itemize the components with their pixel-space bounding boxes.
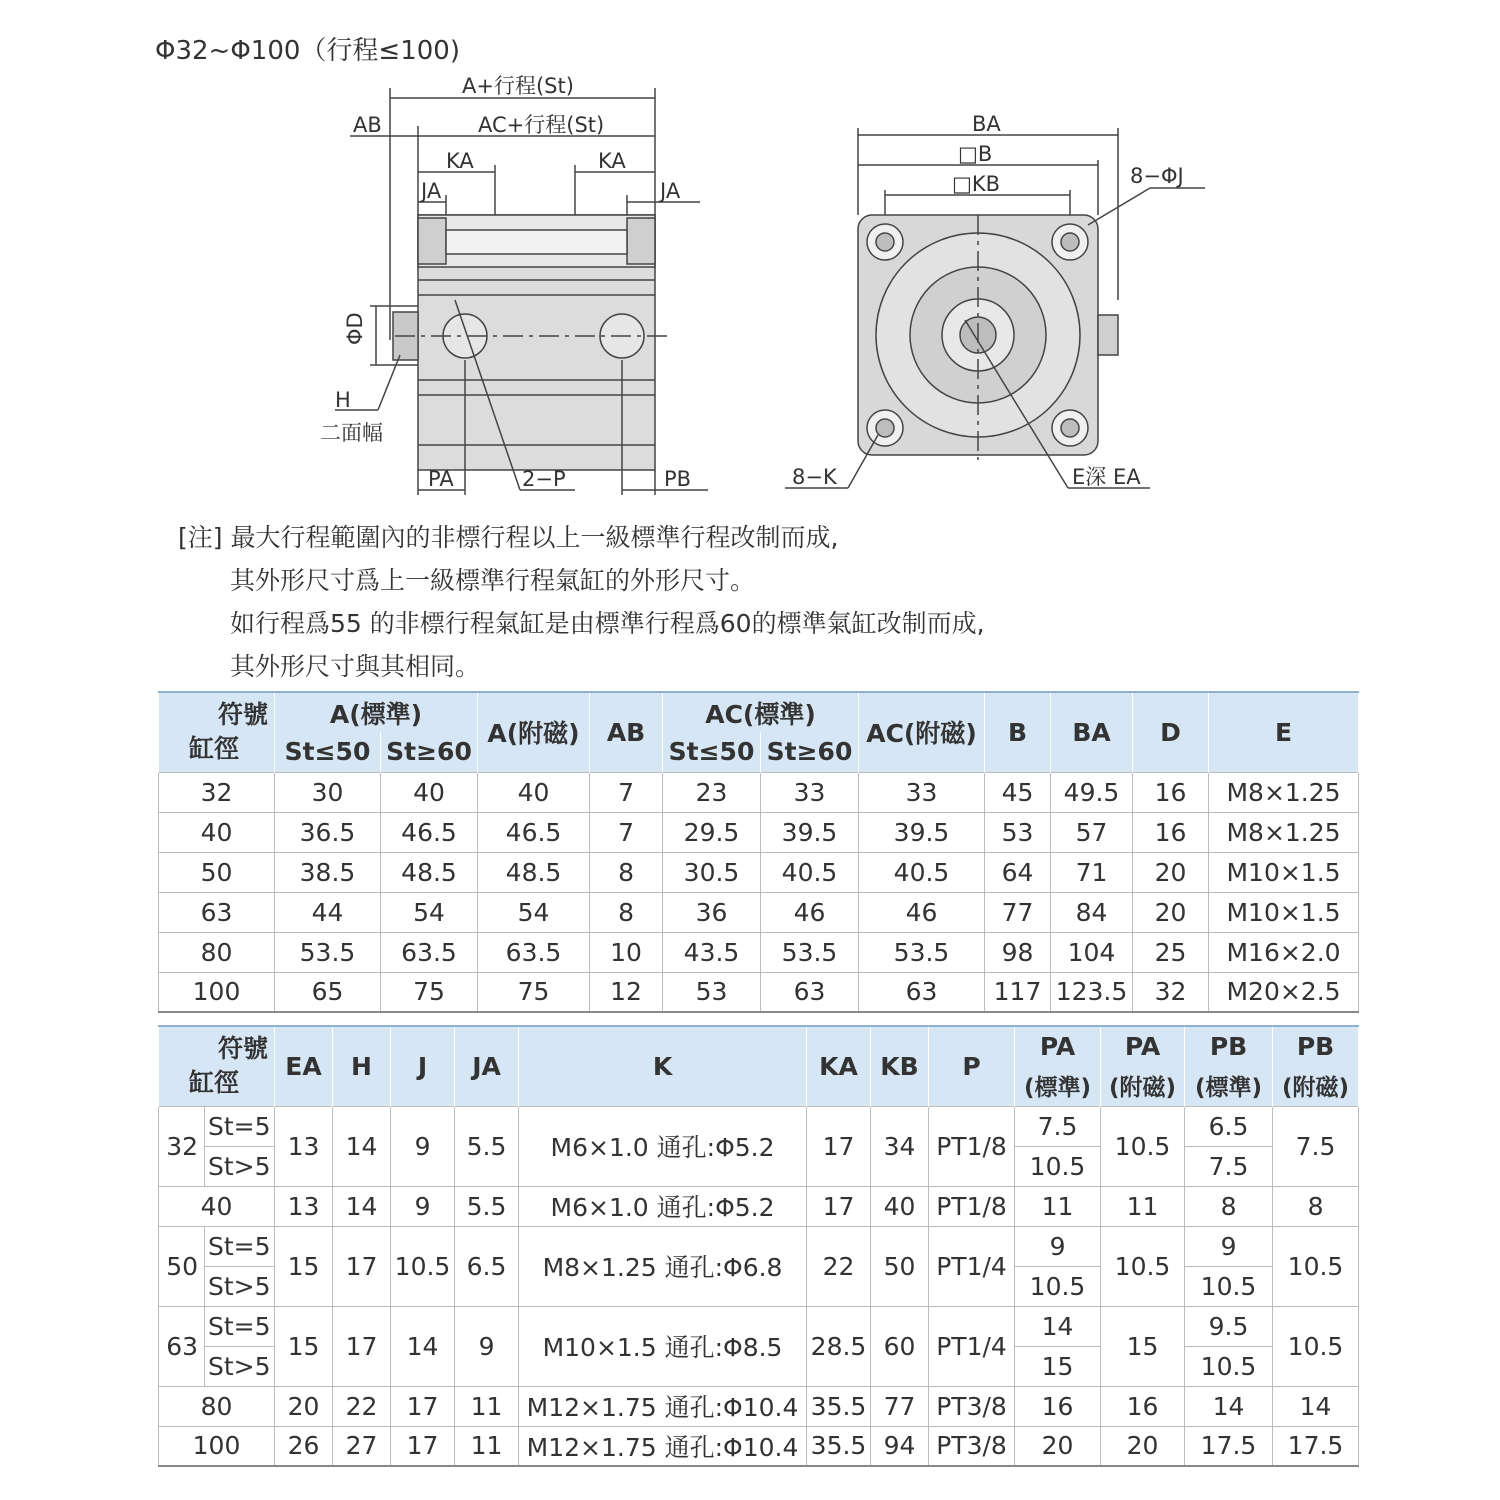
corner-header (159, 692, 275, 772)
cell: 46.5 (381, 812, 478, 852)
cell: 71 (1051, 852, 1133, 892)
header-ba: BA (1051, 692, 1133, 772)
cell: PT1/4 (929, 1226, 1015, 1306)
cell: M8×1.25 通孔:Φ6.8 (519, 1226, 807, 1306)
cell: 64 (985, 852, 1051, 892)
cell: 9 (1185, 1226, 1273, 1266)
bore-cell: 80 (159, 932, 275, 972)
drawing-title: Φ32~Φ100（行程≤100) (155, 36, 460, 66)
cell: 84 (1051, 892, 1133, 932)
cell: 11 (455, 1426, 519, 1466)
header-kb: KB (871, 1026, 929, 1106)
label-e-depth: E深 EA (1072, 465, 1141, 489)
cell: 54 (478, 892, 590, 932)
table-row (159, 1386, 1359, 1426)
bore-cell: 50 (159, 1226, 205, 1306)
cell: 63 (761, 972, 859, 1012)
cell: 7.5 (1185, 1146, 1273, 1186)
cell: 36 (663, 892, 761, 932)
stroke-label: St>5 (205, 1146, 275, 1186)
cell: 20 (1015, 1426, 1101, 1466)
cell: 40.5 (859, 852, 985, 892)
header-pb-mag: PB (1273, 1026, 1359, 1066)
label-two-face: 二面幅 (320, 421, 383, 445)
cell: 23 (663, 772, 761, 812)
cell: 28.5 (807, 1306, 871, 1386)
cell: 35.5 (807, 1426, 871, 1466)
cell: 10 (590, 932, 663, 972)
corner-bore-2: 缸徑 (189, 1068, 240, 1098)
stroke-label: St>5 (205, 1346, 275, 1386)
cell: 20 (1133, 852, 1209, 892)
cell: 13 (275, 1186, 333, 1226)
corner-symbol: 符號 (217, 700, 268, 730)
cell: 63.5 (478, 932, 590, 972)
label-pa: PA (428, 467, 454, 491)
cell: M12×1.75 通孔:Φ10.4 (519, 1426, 807, 1466)
header-pa-std: PA (1015, 1026, 1101, 1066)
cell: M6×1.0 通孔:Φ5.2 (519, 1106, 807, 1186)
cell: 77 (871, 1386, 929, 1426)
cell: 9.5 (1185, 1306, 1273, 1346)
cell: 48.5 (478, 852, 590, 892)
cell: 10.5 (1101, 1226, 1185, 1306)
cell: 14 (333, 1106, 391, 1186)
label-ba: BA (972, 112, 1001, 136)
table-row (159, 1226, 1359, 1266)
label-8-phi-j: 8−ΦJ (1130, 164, 1184, 188)
cell: 8 (1185, 1186, 1273, 1226)
cell: 53.5 (761, 932, 859, 972)
cell: 63 (859, 972, 985, 1012)
cell: 17.5 (1185, 1426, 1273, 1466)
stroke-label: St=5 (205, 1306, 275, 1346)
cell: 14 (1015, 1306, 1101, 1346)
cell: 17 (807, 1106, 871, 1186)
cell: 7.5 (1015, 1106, 1101, 1146)
cell: 9 (391, 1106, 455, 1186)
cell: 22 (807, 1226, 871, 1306)
notes-block (178, 516, 985, 688)
cell: 75 (478, 972, 590, 1012)
cell: 16 (1133, 812, 1209, 852)
cell: M16×2.0 (1209, 932, 1359, 972)
header-p: P (929, 1026, 1015, 1106)
cell: 6.5 (1185, 1106, 1273, 1146)
cell: M20×2.5 (1209, 972, 1359, 1012)
header-pb-std-sub: (標準) (1185, 1066, 1273, 1106)
label-phi-d: ΦD (343, 312, 367, 345)
cell: 6.5 (455, 1226, 519, 1306)
cell: 10.5 (1015, 1266, 1101, 1306)
header-ja: JA (455, 1026, 519, 1106)
label-a-stroke: A+行程(St) (462, 74, 574, 98)
cell: 54 (381, 892, 478, 932)
cell: 17 (333, 1306, 391, 1386)
header-h: H (333, 1026, 391, 1106)
table-row (159, 932, 1359, 972)
cell: 33 (761, 772, 859, 812)
cell: 5.5 (455, 1106, 519, 1186)
label-kb: □KB (952, 172, 1001, 196)
cell: 10.5 (1015, 1146, 1101, 1186)
cell: 98 (985, 932, 1051, 972)
bore-cell: 40 (159, 1186, 275, 1226)
stroke-label: St>5 (205, 1266, 275, 1306)
bore-cell: 100 (159, 972, 275, 1012)
cell: 38.5 (275, 852, 381, 892)
cell: 20 (275, 1386, 333, 1426)
label-two-p: 2−P (522, 467, 566, 491)
label-ja-left: JA (421, 179, 442, 203)
cell: 32 (1133, 972, 1209, 1012)
cell: 53.5 (859, 932, 985, 972)
label-b: □B (958, 142, 993, 166)
cell: 17 (807, 1186, 871, 1226)
cell: 94 (871, 1426, 929, 1466)
bore-cell: 50 (159, 852, 275, 892)
cell: 34 (871, 1106, 929, 1186)
cell: 16 (1133, 772, 1209, 812)
cell: 30.5 (663, 852, 761, 892)
label-ab: AB (353, 113, 382, 137)
table-row (159, 1106, 1359, 1146)
cell: 26 (275, 1426, 333, 1466)
label-ja-right: JA (660, 179, 681, 203)
label-pb: PB (664, 467, 692, 491)
cell: M6×1.0 通孔:Φ5.2 (519, 1186, 807, 1226)
note-line-2: 其外形尺寸爲上一級標準行程氣缸的外形尺寸。 (230, 566, 756, 595)
cell: 10.5 (1273, 1226, 1359, 1306)
cell: 123.5 (1051, 972, 1133, 1012)
bore-cell: 80 (159, 1386, 275, 1426)
bore-cell: 100 (159, 1426, 275, 1466)
cell: 27 (333, 1426, 391, 1466)
header-ac-st-le50: St≤50 (663, 732, 761, 772)
cell: 15 (275, 1306, 333, 1386)
label-8-k: 8−K (792, 465, 837, 489)
cell: 17 (391, 1426, 455, 1466)
table-row (159, 772, 1359, 812)
cell: 40.5 (761, 852, 859, 892)
note-line-4: 其外形尺寸與其相同。 (230, 652, 481, 681)
cell: 65 (275, 972, 381, 1012)
cell: 7 (590, 772, 663, 812)
cell: 16 (1101, 1386, 1185, 1426)
cell: 53 (985, 812, 1051, 852)
corner-bore: 缸徑 (189, 734, 240, 764)
header-pa-std-sub: (標準) (1015, 1066, 1101, 1106)
table-row (159, 1426, 1359, 1466)
note-line-1: [注] 最大行程範圍內的非標行程以上一級標準行程改制而成, (178, 523, 839, 552)
header-pb-std: PB (1185, 1026, 1273, 1066)
corner-header-2 (159, 1026, 275, 1106)
cell: 39.5 (761, 812, 859, 852)
cell: 17 (333, 1226, 391, 1306)
cell: 15 (1101, 1306, 1185, 1386)
cell: 48.5 (381, 852, 478, 892)
label-h: H (335, 388, 351, 412)
header-ea: EA (275, 1026, 333, 1106)
cell: 8 (590, 852, 663, 892)
cell: 10.5 (391, 1226, 455, 1306)
header-k: K (519, 1026, 807, 1106)
cell: 15 (1015, 1346, 1101, 1386)
header-a-mag: A(附磁) (478, 692, 590, 772)
cell: PT1/8 (929, 1186, 1015, 1226)
cell: 53.5 (275, 932, 381, 972)
table-row (159, 1306, 1359, 1346)
cell: 7.5 (1273, 1106, 1359, 1186)
cell: 8 (1273, 1186, 1359, 1226)
cell: 60 (871, 1306, 929, 1386)
cell: 45 (985, 772, 1051, 812)
cell: 16 (1015, 1386, 1101, 1426)
cell: 46.5 (478, 812, 590, 852)
cell: 11 (1015, 1186, 1101, 1226)
cell: 10.5 (1185, 1346, 1273, 1386)
cell: 39.5 (859, 812, 985, 852)
bore-cell: 32 (159, 772, 275, 812)
header-d: D (1133, 692, 1209, 772)
cell: 33 (859, 772, 985, 812)
cell: 77 (985, 892, 1051, 932)
cell: 13 (275, 1106, 333, 1186)
cell: PT1/8 (929, 1106, 1015, 1186)
cell: 20 (1133, 892, 1209, 932)
stroke-label: St=5 (205, 1226, 275, 1266)
cell: 53 (663, 972, 761, 1012)
cell: 104 (1051, 932, 1133, 972)
bore-cell: 63 (159, 892, 275, 932)
cell: 49.5 (1051, 772, 1133, 812)
cell: 46 (761, 892, 859, 932)
table-row (159, 812, 1359, 852)
header-ac-mag: AC(附磁) (859, 692, 985, 772)
cell: PT1/4 (929, 1306, 1015, 1386)
cell: 7 (590, 812, 663, 852)
cell: 50 (871, 1226, 929, 1306)
dimension-table-1 (158, 691, 1359, 1013)
header-ac-std: AC(標準) (663, 692, 859, 732)
cell: 14 (1273, 1386, 1359, 1426)
header-b: B (985, 692, 1051, 772)
corner-symbol-2: 符號 (218, 1034, 269, 1064)
table-row (159, 1186, 1359, 1226)
header-a-std: A(標準) (275, 692, 478, 732)
header-a-st-ge60: St≥60 (381, 732, 478, 772)
cell: M10×1.5 通孔:Φ8.5 (519, 1306, 807, 1386)
dimension-table-2 (158, 1025, 1359, 1467)
table-row (159, 972, 1359, 1012)
header-ac-st-ge60: St≥60 (761, 732, 859, 772)
cell: 14 (333, 1186, 391, 1226)
cell: M8×1.25 (1209, 812, 1359, 852)
cell: 11 (1101, 1186, 1185, 1226)
bore-cell: 40 (159, 812, 275, 852)
label-ka-right: KA (598, 149, 626, 173)
table-row (159, 852, 1359, 892)
cell: 117 (985, 972, 1051, 1012)
cell: 20 (1101, 1426, 1185, 1466)
cell: 10.5 (1273, 1306, 1359, 1386)
cell: 35.5 (807, 1386, 871, 1426)
cell: 14 (391, 1306, 455, 1386)
cell: 75 (381, 972, 478, 1012)
cell: 15 (275, 1226, 333, 1306)
label-ka-left: KA (446, 149, 474, 173)
cell: 43.5 (663, 932, 761, 972)
cell: 5.5 (455, 1186, 519, 1226)
cell: PT3/8 (929, 1426, 1015, 1466)
cell: 30 (275, 772, 381, 812)
cell: 10.5 (1101, 1106, 1185, 1186)
stroke-label: St=5 (205, 1106, 275, 1146)
cell: 9 (391, 1186, 455, 1226)
cell: 10.5 (1185, 1266, 1273, 1306)
cell: 63.5 (381, 932, 478, 972)
cell: 57 (1051, 812, 1133, 852)
cell: 17.5 (1273, 1426, 1359, 1466)
cell: 8 (590, 892, 663, 932)
cell: 25 (1133, 932, 1209, 972)
cell: M10×1.5 (1209, 892, 1359, 932)
cell: 9 (1015, 1226, 1101, 1266)
cell: 9 (455, 1306, 519, 1386)
cell: 46 (859, 892, 985, 932)
cell: 22 (333, 1386, 391, 1426)
cell: 12 (590, 972, 663, 1012)
table-row (159, 892, 1359, 932)
header-pa-mag-sub: (附磁) (1101, 1066, 1185, 1106)
cell: 29.5 (663, 812, 761, 852)
note-line-3: 如行程爲55 的非標行程氣缸是由標準行程爲60的標準氣缸改制而成, (230, 609, 985, 638)
cell: 40 (478, 772, 590, 812)
bore-cell: 32 (159, 1106, 205, 1186)
cell: 40 (871, 1186, 929, 1226)
cell: M10×1.5 (1209, 852, 1359, 892)
cell: 40 (381, 772, 478, 812)
header-j: J (391, 1026, 455, 1106)
cell: PT3/8 (929, 1386, 1015, 1426)
cell: M8×1.25 (1209, 772, 1359, 812)
cell: 11 (455, 1386, 519, 1426)
cylinder-drawing (0, 0, 1500, 515)
header-e: E (1209, 692, 1359, 772)
cell: M12×1.75 通孔:Φ10.4 (519, 1386, 807, 1426)
header-a-st-le50: St≤50 (275, 732, 381, 772)
table1-body (159, 772, 1359, 1012)
header-pb-mag-sub: (附磁) (1273, 1066, 1359, 1106)
cell: 44 (275, 892, 381, 932)
header-pa-mag: PA (1101, 1026, 1185, 1066)
bore-cell: 63 (159, 1306, 205, 1386)
header-ka: KA (807, 1026, 871, 1106)
label-ac-stroke: AC+行程(St) (478, 113, 605, 137)
header-ab: AB (590, 692, 663, 772)
cell: 17 (391, 1386, 455, 1426)
cell: 36.5 (275, 812, 381, 852)
cell: 14 (1185, 1386, 1273, 1426)
